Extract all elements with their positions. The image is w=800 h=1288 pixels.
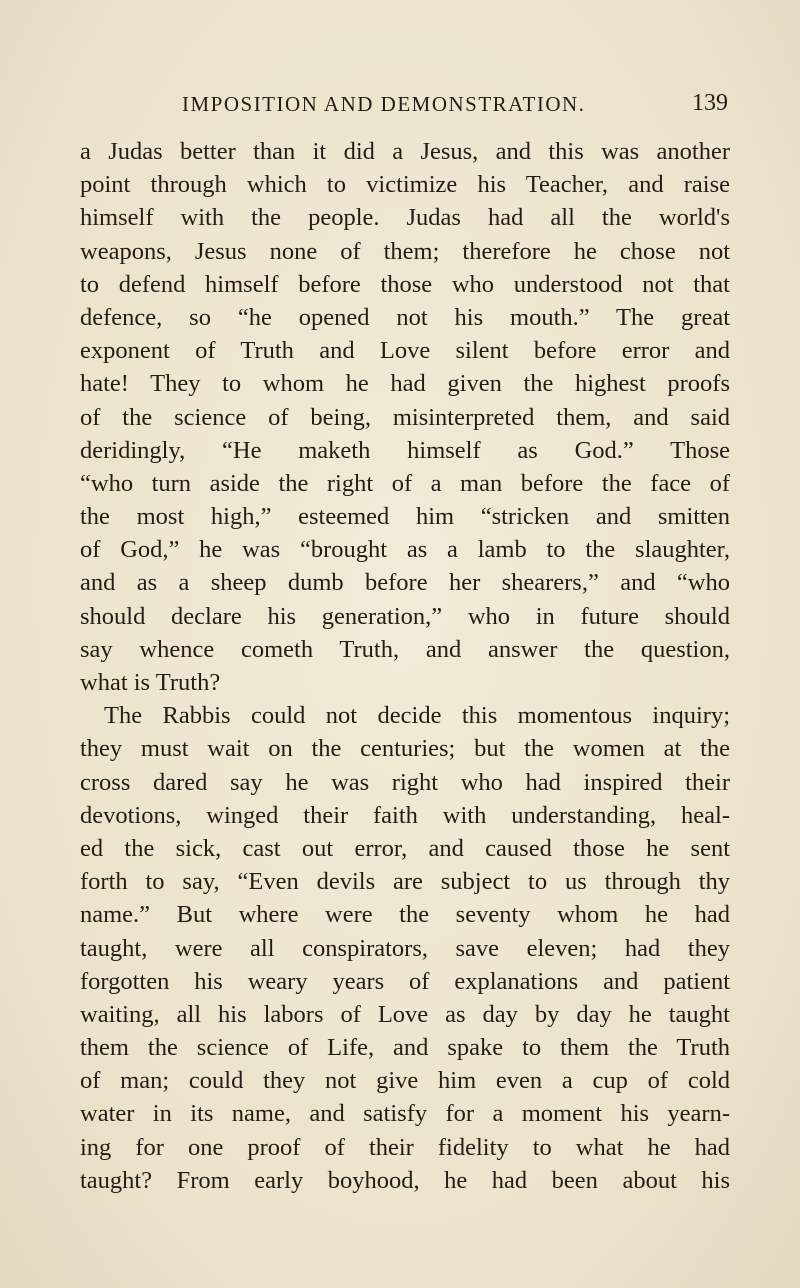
text-line: waiting, all his labors of Love as day by day he taught: [80, 1000, 730, 1028]
text-line: cross dared say he was right who had inspired their: [80, 768, 730, 796]
text-line: point through which to victimize his Teacher, and raise: [80, 171, 730, 199]
text-line: they must wait on the centuries; but the women at the: [80, 735, 730, 763]
text-line: weapons, Jesus none of them; therefore he chose not: [80, 237, 730, 265]
text-line: deridingly, “He maketh himself as God.” Those: [80, 436, 730, 464]
text-line: ing for one proof of their fidelity to what he had: [80, 1133, 730, 1161]
text-line: the most high,” esteemed him “stricken and smitten: [80, 503, 730, 531]
text-line: of man; could they not give him even a cup of cold: [80, 1067, 730, 1095]
paragraph-end-line: what is Truth?: [80, 669, 221, 696]
text-line: exponent of Truth and Love silent before error and: [80, 337, 730, 365]
page-header: [80, 92, 730, 122]
text-line: hate! They to whom he had given the highest proofs: [80, 370, 730, 398]
text-line: of the science of being, misinterpreted them, and said: [80, 403, 730, 431]
text-line: “who turn aside the right of a man before the face of: [80, 469, 730, 497]
text-line: water in its name, and satisfy for a moment his yearn-: [80, 1100, 730, 1128]
text-line: taught? From early boyhood, he had been about his: [80, 1166, 730, 1194]
text-line: say whence cometh Truth, and answer the question,: [80, 635, 730, 663]
text-line: to defend himself before those who understood not that: [80, 270, 730, 298]
text-line: devotions, winged their faith with understanding, heal-: [80, 801, 730, 829]
text-line: forgotten his weary years of explanations and patient: [80, 967, 730, 995]
page-number: 139: [692, 90, 728, 116]
text-line: name.” But where were the seventy whom he had: [80, 901, 730, 929]
paragraph-start-line: The Rabbis could not decide this momentous inquiry;: [104, 702, 730, 730]
text-line: taught, were all conspirators, save eleven; had they: [80, 934, 730, 962]
text-line: a Judas better than it did a Jesus, and this was another: [80, 138, 730, 165]
text-line: should declare his generation,” who in future should: [80, 602, 730, 630]
text-line: himself with the people. Judas had all the world's: [80, 204, 730, 232]
running-title: IMPOSITION AND DEMONSTRATION.: [182, 92, 586, 116]
body-text: [80, 135, 730, 1197]
text-line: of God,” he was “brought as a lamb to the slaughter,: [80, 536, 730, 564]
text-line: and as a sheep dumb before her shearers,” and “who: [80, 569, 730, 597]
text-line: them the science of Life, and spake to them the Truth: [80, 1034, 730, 1062]
text-line: defence, so “he opened not his mouth.” The great: [80, 303, 730, 331]
text-line: ed the sick, cast out error, and caused those he sent: [80, 834, 730, 862]
text-line: forth to say, “Even devils are subject to us through thy: [80, 868, 730, 896]
